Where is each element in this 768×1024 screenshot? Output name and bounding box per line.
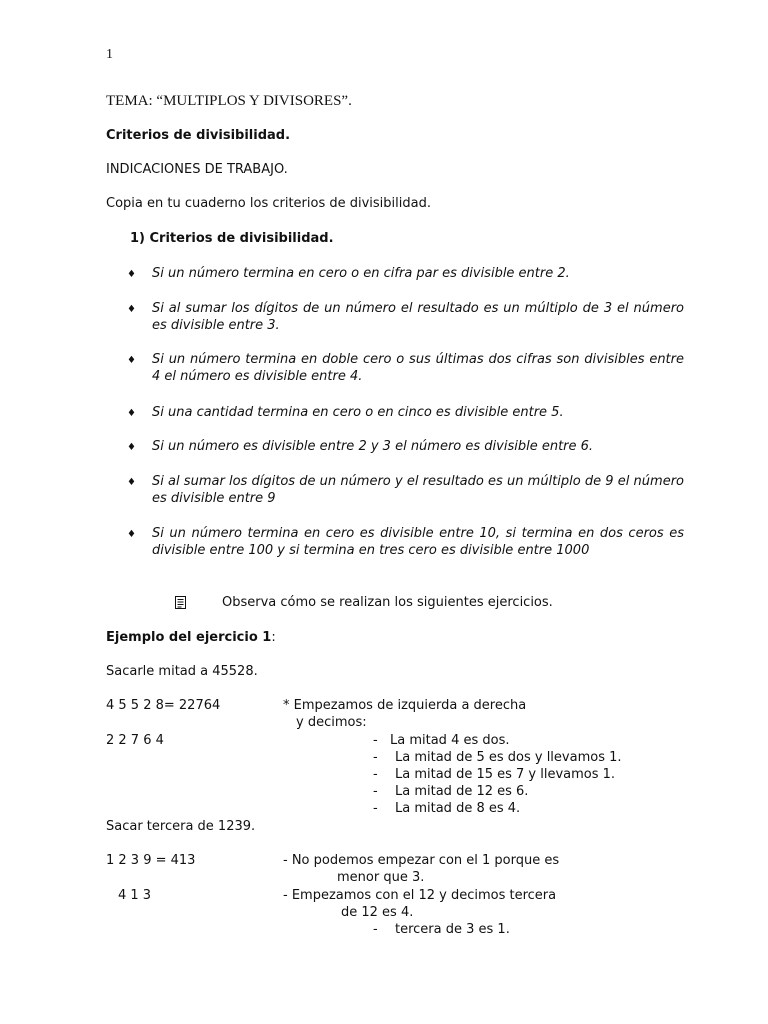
- list-item: Si al sumar los dígitos de un número y el resultado es un múltiplo de 9 el número es divisible entre 9: [152, 474, 684, 506]
- task2-result: 4 1 3: [118, 888, 152, 903]
- instructions-heading: INDICACIONES DE TRABAJO.: [106, 162, 288, 177]
- bullet-icon: ♦: [127, 408, 136, 419]
- example-heading: [106, 630, 276, 645]
- task2-note2-line2: de 12 es 4.: [341, 905, 414, 920]
- task1-note-line1: * Empezamos de izquierda a derecha: [283, 698, 527, 713]
- task2-prompt: Sacar tercera de 1239.: [106, 819, 256, 834]
- task1-note-line2: y decimos:: [296, 715, 367, 730]
- list-item: Si un número es divisible entre 2 y 3 el número es divisible entre 6.: [152, 439, 594, 454]
- step-dash: -: [373, 767, 378, 782]
- page-number: 1: [106, 47, 113, 62]
- page-title: TEMA: “MULTIPLOS Y DIVISORES”.: [106, 93, 352, 109]
- bullet-icon: ♦: [127, 269, 136, 280]
- bullet-icon: ♦: [127, 529, 136, 540]
- step-dash: -: [373, 801, 378, 816]
- list-item: Si un número termina en doble cero o sus últimas dos cifras son divisibles entre 4 el número es divisible entre 4.: [152, 352, 684, 384]
- step-dash: -: [373, 922, 378, 937]
- step-dash: -: [373, 784, 378, 799]
- task2-equation: 1 2 3 9 = 413: [106, 853, 196, 868]
- bullet-icon: ♦: [127, 304, 136, 315]
- task2-note2-line1: - Empezamos con el 12 y decimos tercera: [283, 888, 557, 903]
- task1-result: 2 2 7 6 4: [106, 733, 164, 748]
- list-item: La mitad 4 es dos.: [390, 733, 510, 748]
- example-heading-colon: :: [271, 630, 276, 645]
- subtitle: Criterios de divisibilidad.: [106, 128, 291, 143]
- bullet-icon: ♦: [127, 442, 136, 453]
- task1-equation: 4 5 5 2 8= 22764: [106, 698, 221, 713]
- list-item: Si un número termina en cero es divisible entre 10, si termina en dos ceros es divisible entre 100 y si termina en tres cero es divisible entre 1000: [152, 526, 684, 558]
- bullet-icon: ♦: [127, 477, 136, 488]
- list-item: La mitad de 5 es dos y llevamos 1.: [395, 750, 622, 765]
- list-item: Si al sumar los dígitos de un número el resultado es un múltiplo de 3 el número es divisible entre 3.: [152, 301, 684, 333]
- document-icon: [175, 596, 186, 613]
- list-item: La mitad de 8 es 4.: [395, 801, 521, 816]
- task2-note1-line2: menor que 3.: [337, 870, 425, 885]
- step-dash: -: [373, 733, 378, 748]
- task2-note1-line1: - No podemos empezar con el 1 porque es: [283, 853, 560, 868]
- list-item: La mitad de 12 es 6.: [395, 784, 529, 799]
- section-heading: 1) Criterios de divisibilidad.: [130, 231, 334, 246]
- list-item: Si un número termina en cero o en cifra par es divisible entre 2.: [152, 266, 570, 281]
- example-heading-label: Ejemplo del ejercicio 1: [106, 630, 272, 645]
- task2-step: tercera de 3 es 1.: [395, 922, 510, 937]
- step-dash: -: [373, 750, 378, 765]
- task1-prompt: Sacarle mitad a 45528.: [106, 664, 258, 679]
- observe-text: Observa cómo se realizan los siguientes ejercicios.: [222, 595, 553, 610]
- bullet-icon: ♦: [127, 355, 136, 366]
- instructions-text: Copia en tu cuaderno los criterios de divisibilidad.: [106, 196, 431, 211]
- list-item: Si una cantidad termina en cero o en cinco es divisible entre 5.: [152, 405, 564, 420]
- list-item: La mitad de 15 es 7 y llevamos 1.: [395, 767, 616, 782]
